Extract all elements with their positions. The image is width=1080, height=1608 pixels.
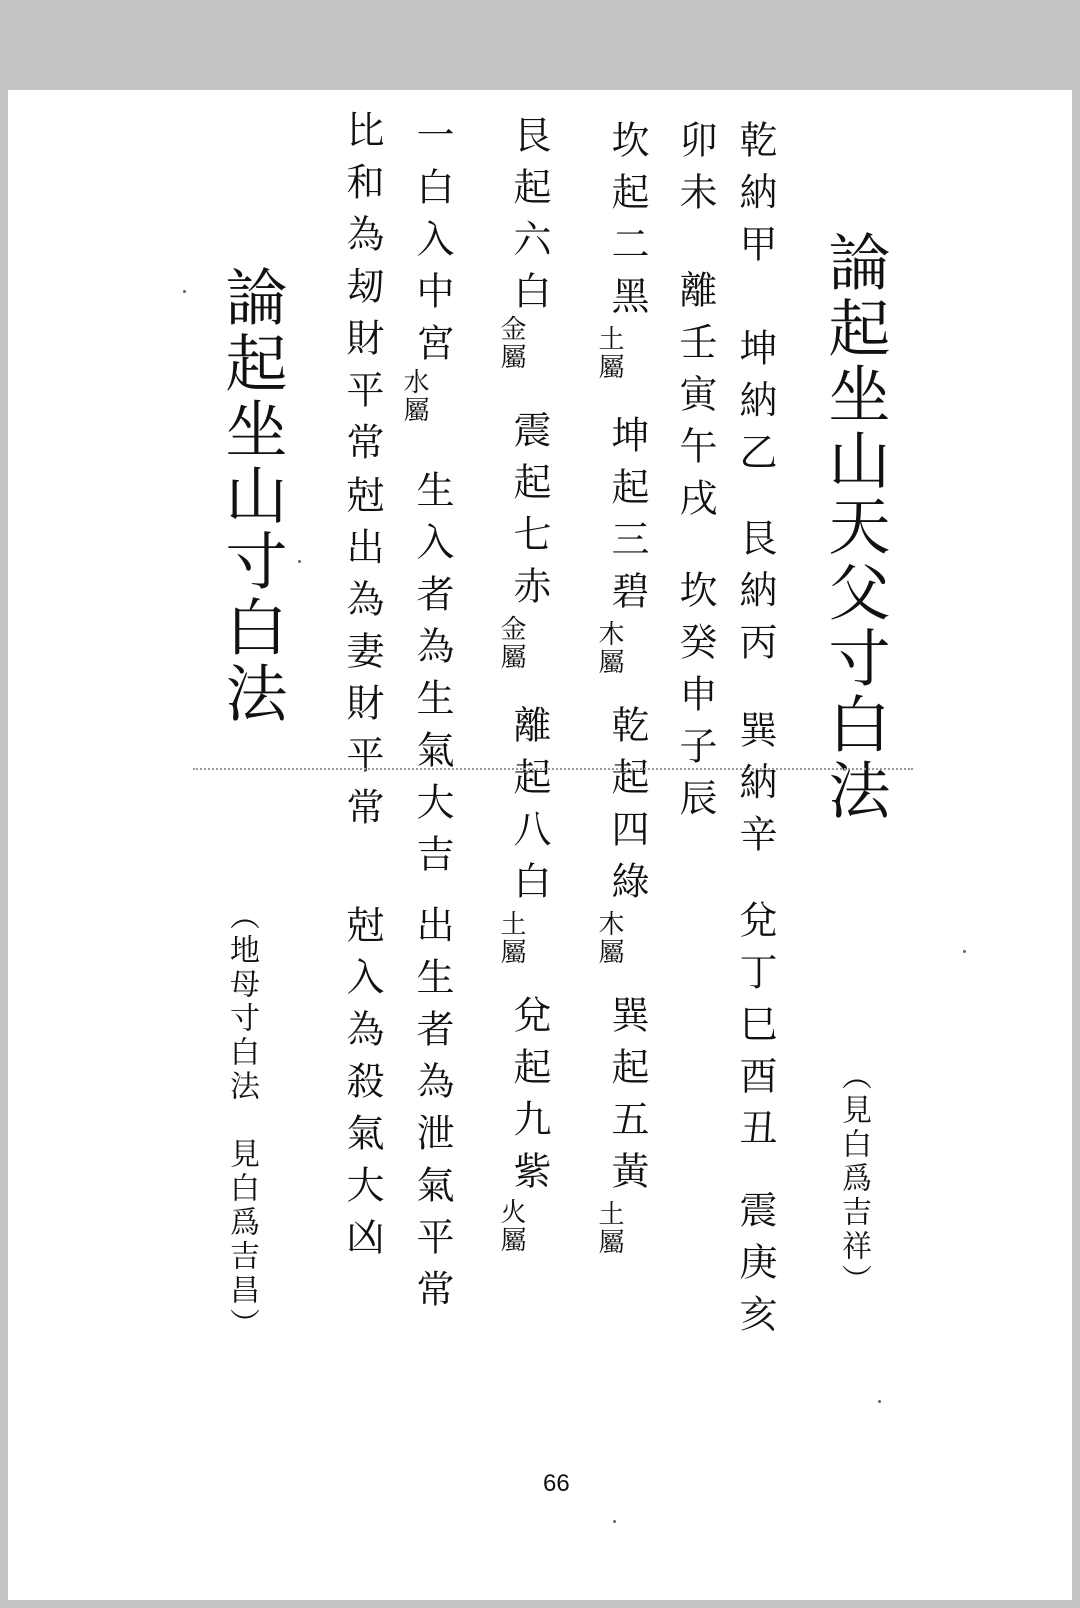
section-title-2: 論起坐山寸白法 bbox=[215, 265, 288, 727]
scan-speck bbox=[183, 290, 186, 293]
text-column-1-f: 震庚亥 bbox=[733, 1190, 777, 1346]
scan-speck bbox=[963, 950, 966, 953]
text-column-1-d: 巽納辛 bbox=[733, 710, 777, 866]
text-column-3-d: 巽起五黃 bbox=[605, 995, 649, 1203]
text-column-1-b: 坤納乙 bbox=[733, 328, 777, 484]
text-column-6-c: 尅入為殺氣大凶 bbox=[340, 905, 384, 1269]
text-column-1-c: 艮納丙 bbox=[733, 518, 777, 674]
text-column-5-b: 生入者為生氣大吉 bbox=[410, 470, 454, 886]
page-number: 66 bbox=[543, 1470, 570, 1497]
text-column-3-b: 坤起三碧 bbox=[605, 415, 649, 623]
annotation-3-d: 土屬 bbox=[594, 1200, 624, 1256]
annotation-3-b: 木屬 bbox=[594, 620, 624, 676]
scan-artifact-line bbox=[193, 768, 913, 770]
text-column-1-a: 乾納甲 bbox=[733, 120, 777, 276]
scan-speck bbox=[878, 1400, 881, 1403]
text-column-2-a: 卯未 bbox=[673, 120, 717, 224]
text-column-1-e: 兌丁巳酉丑 bbox=[733, 900, 777, 1160]
text-column-4-b: 震起七赤 bbox=[507, 410, 551, 618]
scan-speck bbox=[298, 560, 301, 563]
text-column-4-a: 艮起六白 bbox=[507, 115, 551, 323]
section-note-1: （見白爲吉祥） bbox=[836, 1060, 871, 1298]
text-column-5-a: 一白入中宮 bbox=[410, 115, 454, 375]
section-note-2: （地母寸白法 見白爲吉昌） bbox=[224, 900, 259, 1342]
text-column-6-a: 比和為刼財平常 bbox=[340, 110, 384, 474]
text-column-5-c: 出生者為泄氣平常 bbox=[410, 905, 454, 1321]
annotation-3-a: 土屬 bbox=[594, 325, 624, 381]
text-column-4-c: 離起八白 bbox=[507, 705, 551, 913]
annotation-4-b: 金屬 bbox=[496, 615, 526, 671]
annotation-3-c: 木屬 bbox=[594, 910, 624, 966]
section-title-1: 論起坐山天父寸白法 bbox=[818, 230, 891, 824]
text-column-2-c: 坎癸申子辰 bbox=[673, 570, 717, 830]
text-column-2-b: 離壬寅午戌 bbox=[673, 270, 717, 530]
annotation-4-d: 火屬 bbox=[496, 1198, 526, 1254]
text-column-3-a: 坎起二黑 bbox=[605, 120, 649, 328]
annotation-5-a: 水屬 bbox=[399, 368, 429, 424]
annotation-4-a: 金屬 bbox=[496, 315, 526, 371]
scan-speck bbox=[613, 1520, 616, 1523]
text-column-3-c: 乾起四綠 bbox=[605, 705, 649, 913]
book-page bbox=[8, 90, 1072, 1600]
text-column-6-b: 尅出為妻財平常 bbox=[340, 475, 384, 839]
text-column-4-d: 兌起九紫 bbox=[507, 995, 551, 1203]
annotation-4-c: 土屬 bbox=[496, 910, 526, 966]
